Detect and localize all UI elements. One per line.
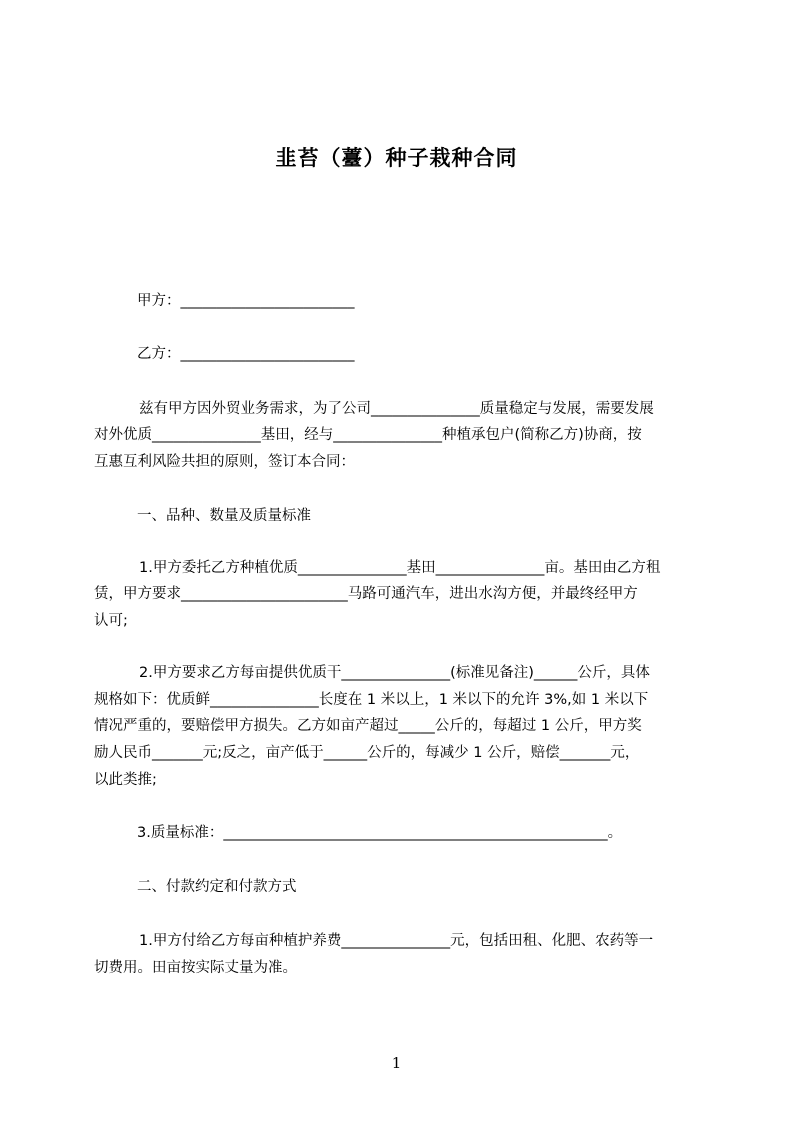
clause-1-3-line: 3.质量标准：_____________________________________________________。 [137, 825, 623, 841]
section-1-heading: 一、品种、数量及质量标准 [137, 508, 311, 524]
clause-1-2-line-3: 情况严重的，要赔偿甲方损失。乙方如亩产超过_____公斤的，每超过 1 公斤，甲方奖 [94, 718, 642, 734]
clause-2-1-line-1: 1.甲方付给乙方每亩种植护养费_______________元，包括田租、化肥、农药等一 [139, 933, 654, 949]
clause-1-1-line-2: 赁，甲方要求_______________________马路可通汽车，进出水沟方便，并最终经甲方 [94, 586, 638, 602]
party-a-line: 甲方：________________________ [137, 293, 355, 309]
party-b-line: 乙方：________________________ [137, 346, 355, 362]
intro-line-2: 对外优质_______________基田，经与_______________种植承包户(简称乙方)协商，按 [94, 427, 642, 443]
clause-2-1-line-2: 切费用。田亩按实际丈量为准。 [94, 960, 297, 976]
clause-1-2-line-5: 以此类推; [94, 772, 157, 788]
clause-1-2-line-2: 规格如下：优质鲜_______________长度在 1 米以上，1 米以下的允许 3%,如 1 米以下 [94, 692, 649, 708]
clause-1-2-line-1: 2.甲方要求乙方每亩提供优质干_______________(标准见备注)______公斤，具体 [139, 665, 650, 681]
clause-1-1-line-1: 1.甲方委托乙方种植优质_______________基田_______________亩。基田由乙方租 [139, 560, 661, 576]
intro-line-3: 互惠互利风险共担的原则，签订本合同： [94, 454, 355, 470]
page-number: 1 [391, 1054, 402, 1072]
clause-1-2-line-4: 励人民币_______元;反之，亩产低于______公斤的，每减少 1 公斤，赔偿_______元， [94, 745, 640, 761]
intro-line-1: 兹有甲方因外贸业务需求，为了公司_______________质量稳定与发展，需要发展 [139, 401, 654, 417]
section-2-heading: 二、付款约定和付款方式 [137, 879, 297, 895]
clause-1-1-line-3: 认可; [94, 613, 128, 629]
document-title: 韭苔（薹）种子栽种合同 [275, 146, 518, 170]
